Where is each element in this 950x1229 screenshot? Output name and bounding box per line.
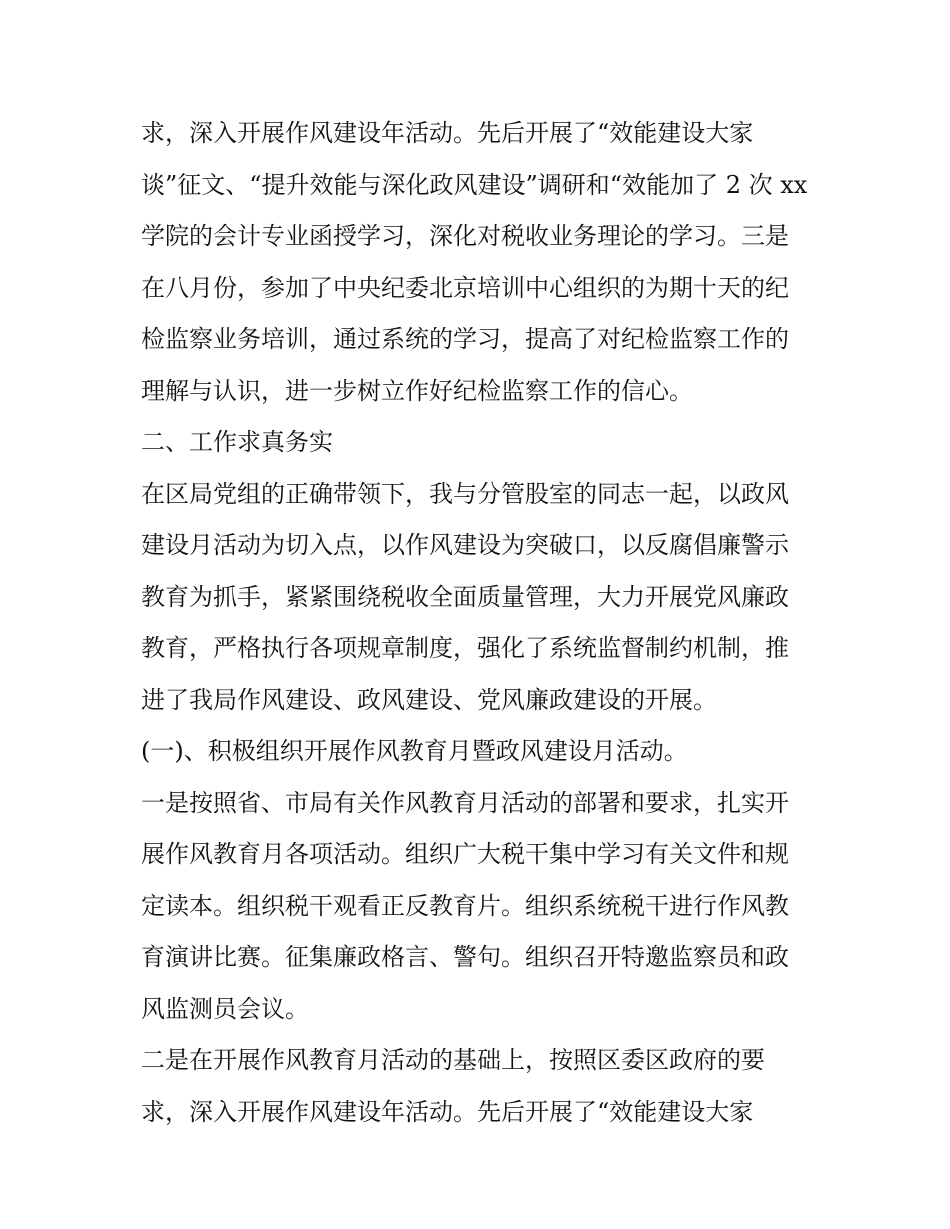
subsection-heading: (一)、积极组织开展作风教育月暨政风建设月活动。: [141, 737, 688, 765]
text-line: 建设月活动为切入点，以作风建设为突破口，以反腐倡廉警示: [141, 531, 789, 559]
text-line: 求，深入开展作风建设年活动。先后开展了“效能建设大家: [141, 1097, 754, 1126]
text-line: 教育，严格执行各项规章制度，强化了系统监督制约机制，推: [141, 634, 789, 662]
text-line: 在区局党组的正确带领下，我与分管股室的同志一起，以政风: [141, 479, 789, 508]
document-body: [141, 108, 821, 1138]
text-line: 求，深入开展作风建设年活动。先后开展了“效能建设大家: [141, 119, 754, 147]
text-line: 展作风教育月各项活动。组织广大税干集中学习有关文件和规: [141, 840, 789, 868]
text-line: 在八月份，参加了中央纪委北京培训中心组织的为期十天的纪: [141, 273, 789, 302]
text-line: 育演讲比赛。征集廉政格言、警句。组织召开特邀监察员和政: [141, 943, 789, 971]
text-line: 理解与认识，进一步树立作好纪检监察工作的信心。: [141, 376, 693, 405]
section-heading: 二、工作求真务实: [141, 428, 333, 456]
text-line: 二是在开展作风教育月活动的基础上，按照区委区政府的要: [141, 1046, 765, 1074]
text-line: 谈”征文、“提升效能与深化政风建设”调研和“效能加了 2 次 xx: [141, 170, 808, 199]
text-line: 风监测员会议。: [141, 994, 309, 1023]
text-line: 一是按照省、市局有关作风教育月活动的部署和要求，扎实开: [141, 788, 789, 817]
text-line: 学院的会计专业函授学习，深化对税收业务理论的学习。三是: [141, 222, 789, 250]
text-line: 进了我局作风建设、政风建设、党风廉政建设的开展。: [141, 685, 717, 714]
text-line: 教育为抓手，紧紧围绕税收全面质量管理，大力开展党风廉政: [141, 582, 789, 611]
text-line: 定读本。组织税干观看正反教育片。组织系统税干进行作风教: [141, 891, 789, 920]
text-line: 检监察业务培训，通过系统的学习，提高了对纪检监察工作的: [141, 325, 789, 353]
